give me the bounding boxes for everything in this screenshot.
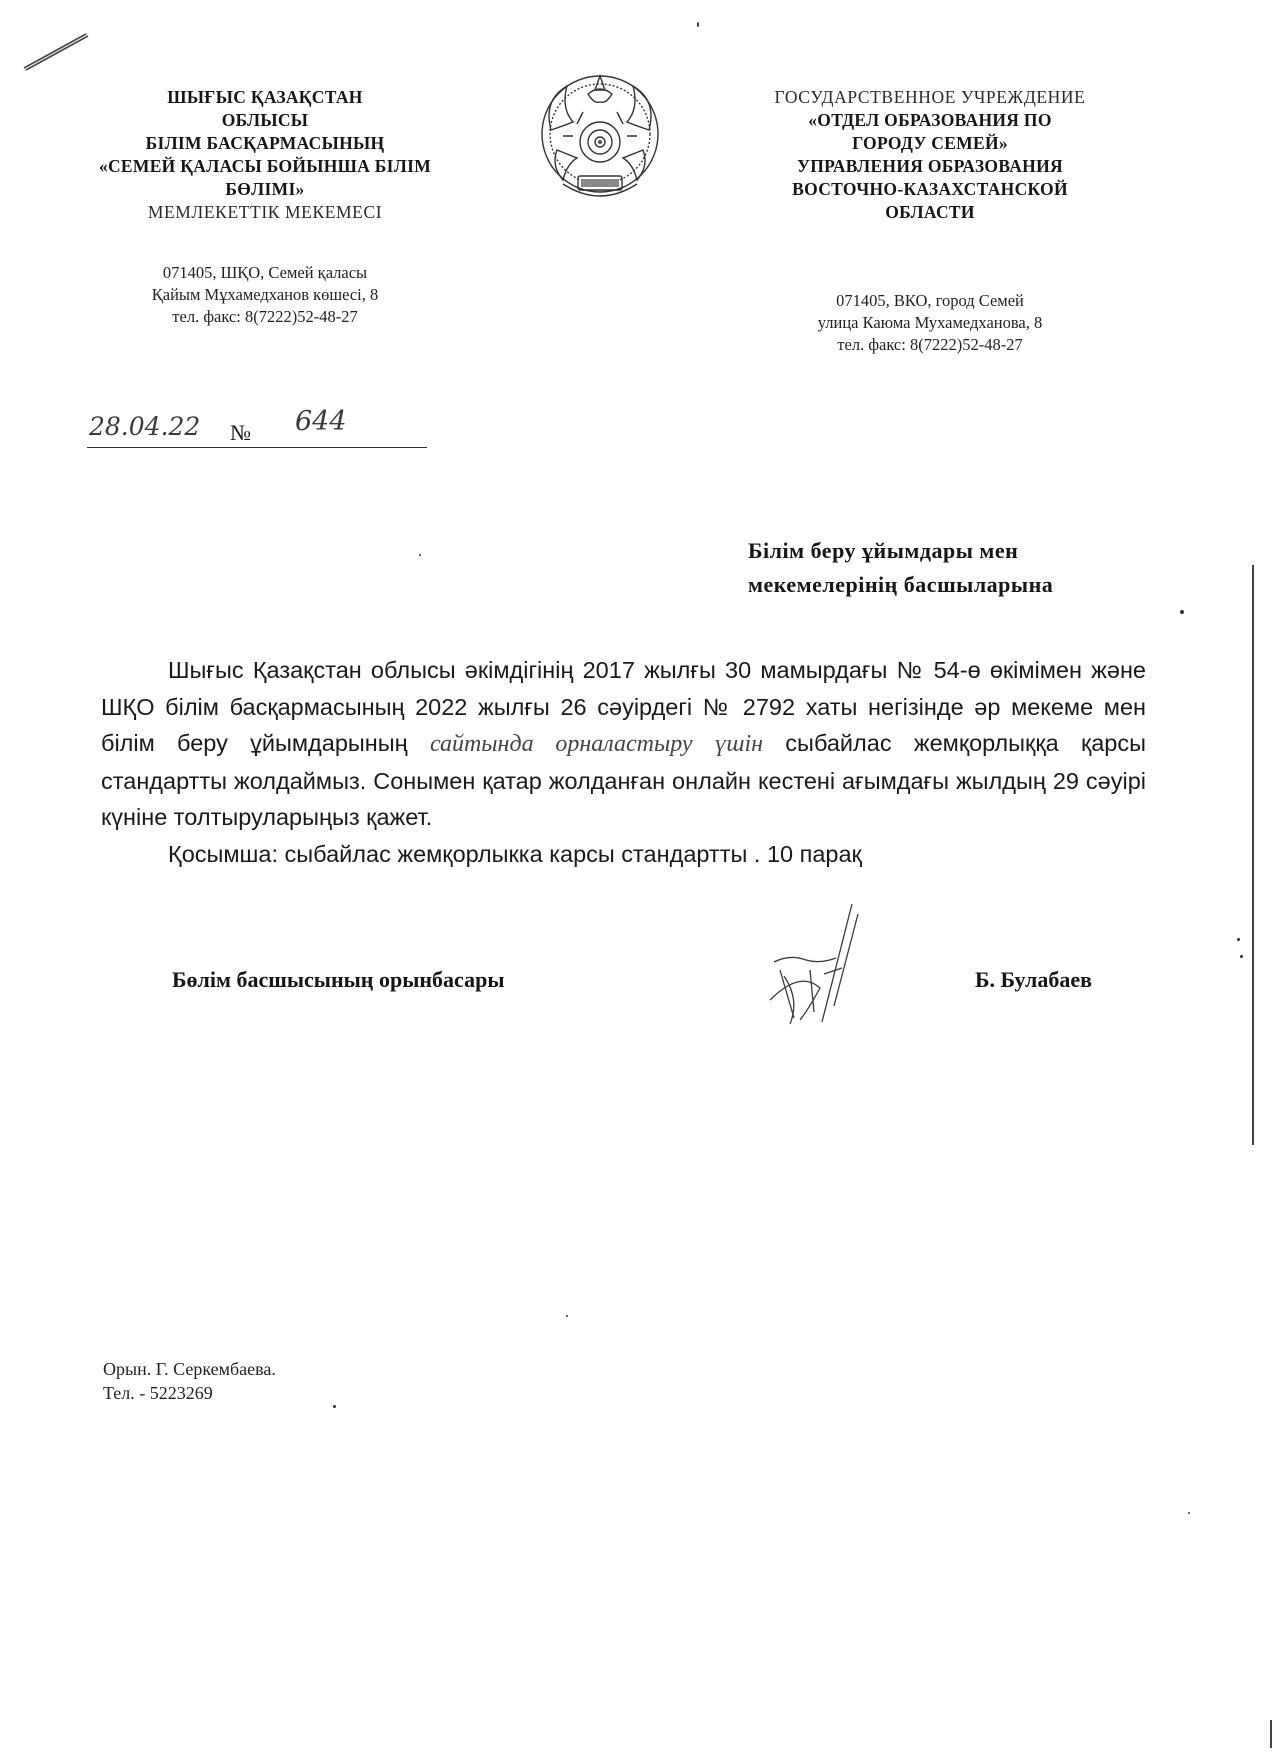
header-right-line5: ВОСТОЧНО-КАЗАХСТАНСКОЙ — [792, 179, 1068, 199]
header-left-address — [55, 262, 475, 328]
scan-speck — [1180, 610, 1184, 614]
scan-speck — [419, 554, 421, 556]
header-left-line5: БӨЛІМІ» — [225, 179, 305, 199]
header-right-address2: улица Каюма Мухамедханова, 8 — [817, 313, 1043, 332]
footer-phone: Тел. - 5223269 — [103, 1383, 213, 1403]
header-left-phone: тел. факс: 8(7222)52-48-27 — [172, 307, 358, 326]
header-right-address1: 071405, ВКО, город Семей — [836, 291, 1024, 310]
pen-mark — [20, 30, 90, 75]
header-right — [700, 86, 1160, 224]
footer-executor-block — [103, 1357, 276, 1405]
scan-speck — [1240, 955, 1243, 958]
header-right-line2: «ОТДЕЛ ОБРАЗОВАНИЯ ПО — [808, 110, 1052, 130]
header-left-address2: Қайым Мұхамедханов көшесі, 8 — [151, 285, 379, 304]
signature-position: Бөлім басшысының орынбасары — [172, 967, 505, 992]
scan-edge-line — [1252, 565, 1254, 1145]
header-left-line6: МЕМЛЕКЕТТІК МЕКЕМЕСІ — [147, 202, 383, 222]
body-paragraph-start: Шығыс Қазақстан облысы әкімдігінің 2017 жылғы 30 мамырдағы № 54-ө өкімімен және ШҚО білім басқармасының 2022 жылғы 26 сәуірдегі № 2792 хаты негізінде әр мекеме мен білім беру ұйымдарының — [101, 657, 1146, 756]
scan-speck — [1188, 1512, 1190, 1514]
header-right-line3: ГОРОДУ СЕМЕЙ» — [852, 133, 1008, 153]
header-left — [55, 86, 475, 224]
registration-number-label: № — [230, 420, 251, 445]
scan-speck — [566, 1315, 568, 1317]
header-left-address1: 071405, ШҚО, Семей қаласы — [162, 263, 368, 282]
scan-speck — [1237, 938, 1240, 941]
addressee — [748, 534, 1168, 602]
handwritten-signature-icon — [760, 900, 870, 1030]
registration-line — [85, 406, 430, 448]
header-left-line1: ШЫҒЫС ҚАЗАҚСТАН — [167, 87, 363, 107]
header-left-line3: БІЛІМ БАСҚАРМАСЫНЫҢ — [145, 133, 385, 153]
header-right-line6: ОБЛАСТИ — [885, 202, 975, 222]
body-paragraph-end: сыбайлас жемқорлыққа қарсы стандартты жолдаймыз. Сонымен қатар жолданған онлайн кестені ағымдағы жылдың 29 сәуірі күніне толтыруларыңыз қажет. — [101, 730, 1146, 830]
addressee-line2: мекемелерінің басшыларына — [748, 572, 1054, 597]
letter-body — [101, 652, 1146, 872]
scan-speck — [333, 1405, 336, 1408]
header-right-line4: УПРАВЛЕНИЯ ОБРАЗОВАНИЯ — [797, 156, 1063, 176]
header-right-phone: тел. факс: 8(7222)52-48-27 — [837, 335, 1023, 354]
addressee-line1: Білім беру ұйымдары мен — [748, 538, 1019, 563]
header-left-line2: ОБЛЫСЫ — [221, 110, 309, 130]
signature-name: Б. Булабаев — [975, 967, 1092, 992]
header-right-address — [700, 290, 1160, 356]
body-paragraph — [101, 652, 1146, 836]
body-paragraph-emphasis: сайтында орналастыру үшін — [429, 731, 764, 757]
footer-executor: Орын. Г. Серкембаева. — [103, 1359, 276, 1379]
state-emblem-icon — [533, 60, 667, 218]
attachment-note: Қосымша: сыбайлас жемқорлыкка карсы стандартты . 10 парақ — [168, 840, 862, 867]
registration-date: 28.04.22 — [89, 412, 201, 441]
registration-number: 644 — [295, 406, 347, 437]
scan-speck — [697, 22, 699, 27]
header-right-line1: ГОСУДАРСТВЕННОЕ УЧРЕЖДЕНИЕ — [774, 87, 1086, 107]
header-left-line4: «СЕМЕЙ ҚАЛАСЫ БОЙЫНША БІЛІМ — [98, 156, 432, 176]
scan-edge-line — [1270, 1720, 1272, 1748]
